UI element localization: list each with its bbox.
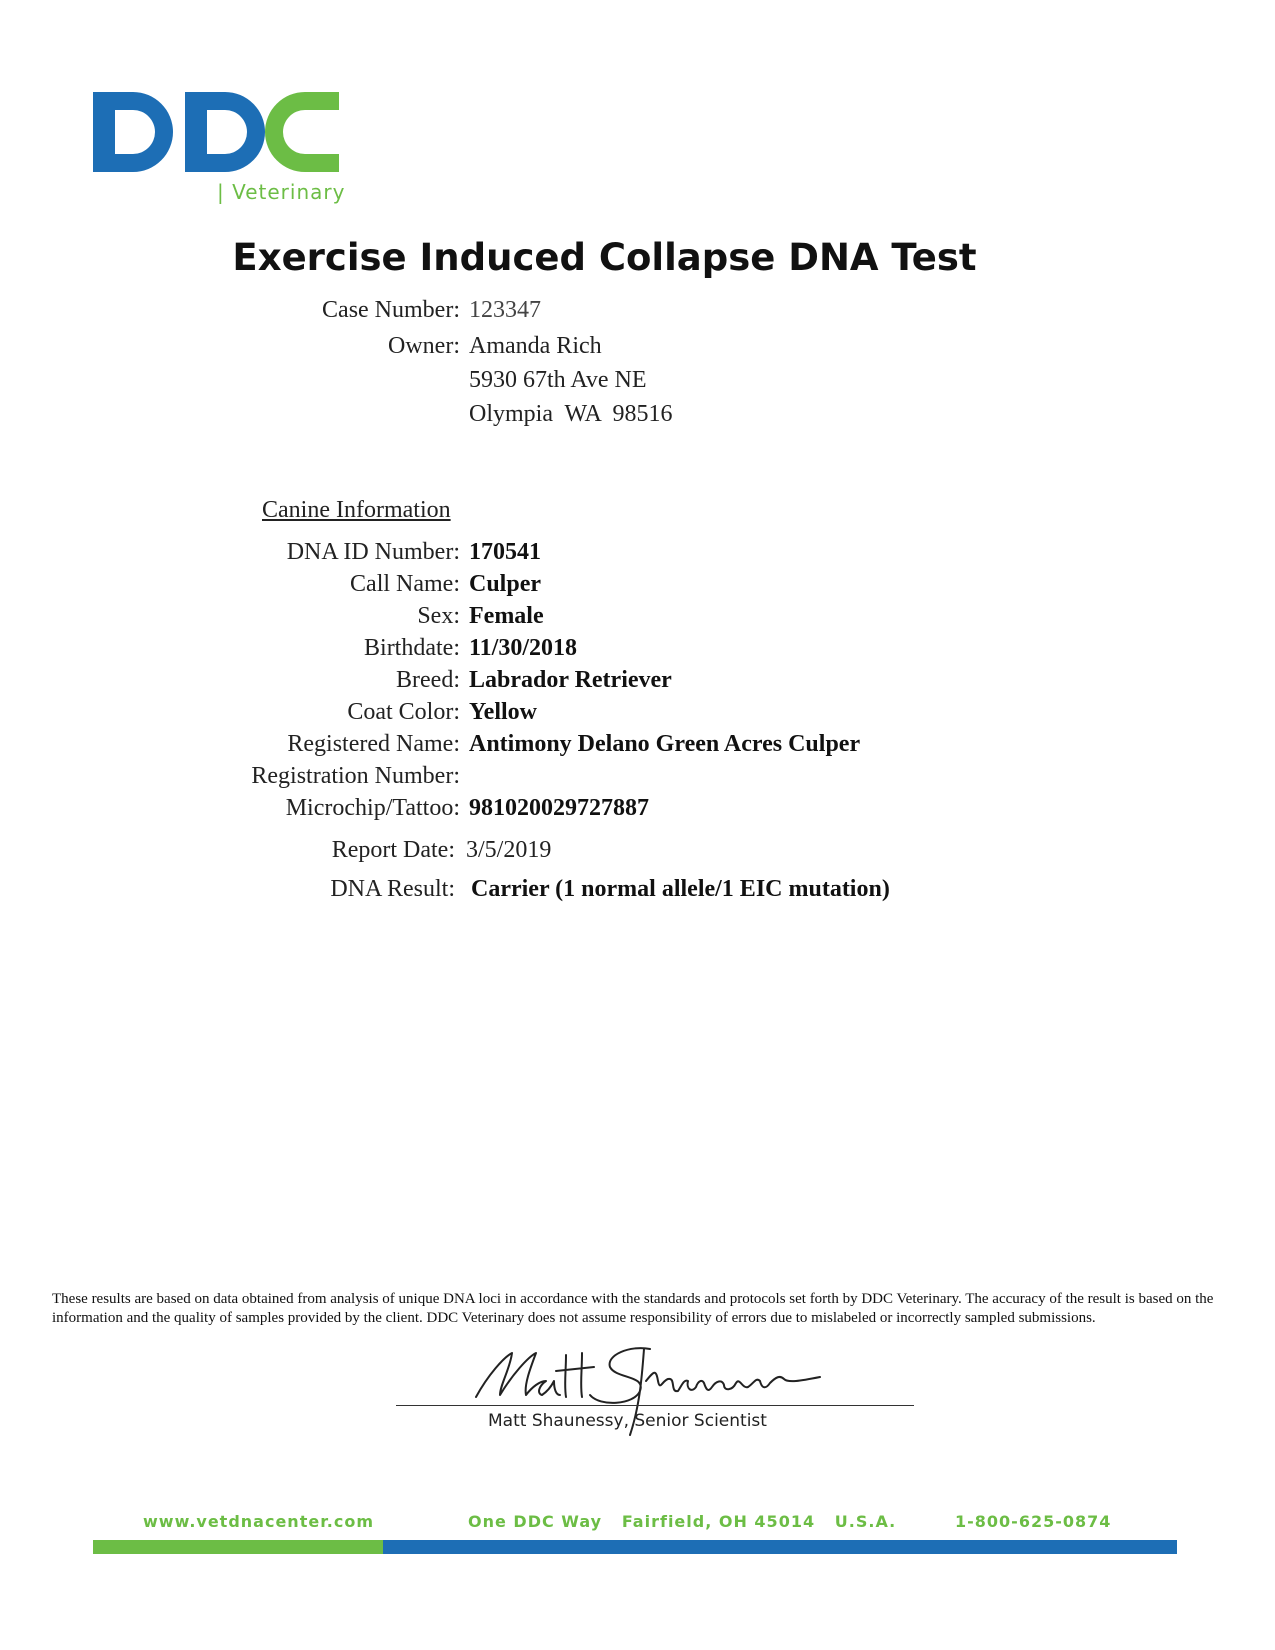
canine-information-heading: Canine Information xyxy=(262,497,451,523)
document-title: Exercise Induced Collapse DNA Test xyxy=(232,236,977,279)
field-value: Female xyxy=(469,603,544,629)
field-label: Breed: xyxy=(396,667,460,693)
field-label: Microchip/Tattoo: xyxy=(285,795,460,821)
field-row xyxy=(0,603,460,635)
owner-name: Amanda Rich xyxy=(469,333,602,359)
field-row xyxy=(0,539,460,571)
report-date-label: Report Date: xyxy=(331,837,455,863)
field-label: Coat Color: xyxy=(347,699,460,725)
owner-row xyxy=(0,333,460,365)
case-number-row xyxy=(0,297,460,329)
owner-address-line1: 5930 67th Ave NE xyxy=(469,367,647,393)
report-date-value: 3/5/2019 xyxy=(466,837,552,863)
ddc-veterinary-logo xyxy=(93,92,353,212)
field-value: Culper xyxy=(469,571,541,597)
case-number-value: 123347 xyxy=(469,297,541,323)
report-date-row xyxy=(0,837,455,869)
footer-blue-bar xyxy=(383,1540,1177,1554)
dna-result-label: DNA Result: xyxy=(330,876,455,902)
field-row xyxy=(0,731,460,763)
owner-label: Owner: xyxy=(388,333,460,359)
footer-phone: 1-800-625-0874 xyxy=(955,1512,1112,1531)
dna-result-row xyxy=(0,876,455,908)
field-row xyxy=(0,763,460,795)
field-label: Call Name: xyxy=(350,571,460,597)
footer-green-bar xyxy=(93,1540,383,1554)
signatory-name-title: Matt Shaunessy, Senior Scientist xyxy=(488,1411,767,1431)
field-value: Yellow xyxy=(469,699,537,725)
footer-website: www.vetdnacenter.com xyxy=(143,1512,375,1531)
field-value: 981020029727887 xyxy=(469,795,649,821)
field-row xyxy=(0,667,460,699)
dna-result-value: Carrier (1 normal allele/1 EIC mutation) xyxy=(471,876,890,902)
field-row xyxy=(0,795,460,827)
logo-subtitle: | Veterinary xyxy=(217,180,346,204)
field-value: 170541 xyxy=(469,539,541,565)
field-label: Birthdate: xyxy=(364,635,460,661)
owner-address-line2: Olympia WA 98516 xyxy=(469,401,673,427)
field-row xyxy=(0,699,460,731)
disclaimer-text: These results are based on data obtained from analysis of unique DNA loci in accordance with the standards and protocols set forth by DDC Veterinary. The accuracy of the result is based on the information and the quality of samples provided by the client. DDC Veterinary does not assume responsibility of errors due to mislabeled or incorrectly sampled submissions. xyxy=(52,1291,1214,1326)
field-label: Sex: xyxy=(417,603,460,629)
field-value: 11/30/2018 xyxy=(469,635,578,661)
field-row xyxy=(0,635,460,667)
signature-line xyxy=(396,1405,914,1406)
field-label: Registered Name: xyxy=(287,731,460,757)
case-number-label: Case Number: xyxy=(322,297,460,323)
field-label: Registration Number: xyxy=(251,763,460,789)
field-value: Labrador Retriever xyxy=(469,667,672,693)
field-value: Antimony Delano Green Acres Culper xyxy=(469,731,861,757)
field-row xyxy=(0,571,460,603)
ddc-logo-mark xyxy=(93,92,353,172)
footer-address: One DDC Way Fairfield, OH 45014 U.S.A. xyxy=(468,1512,897,1531)
field-label: DNA ID Number: xyxy=(286,539,460,565)
